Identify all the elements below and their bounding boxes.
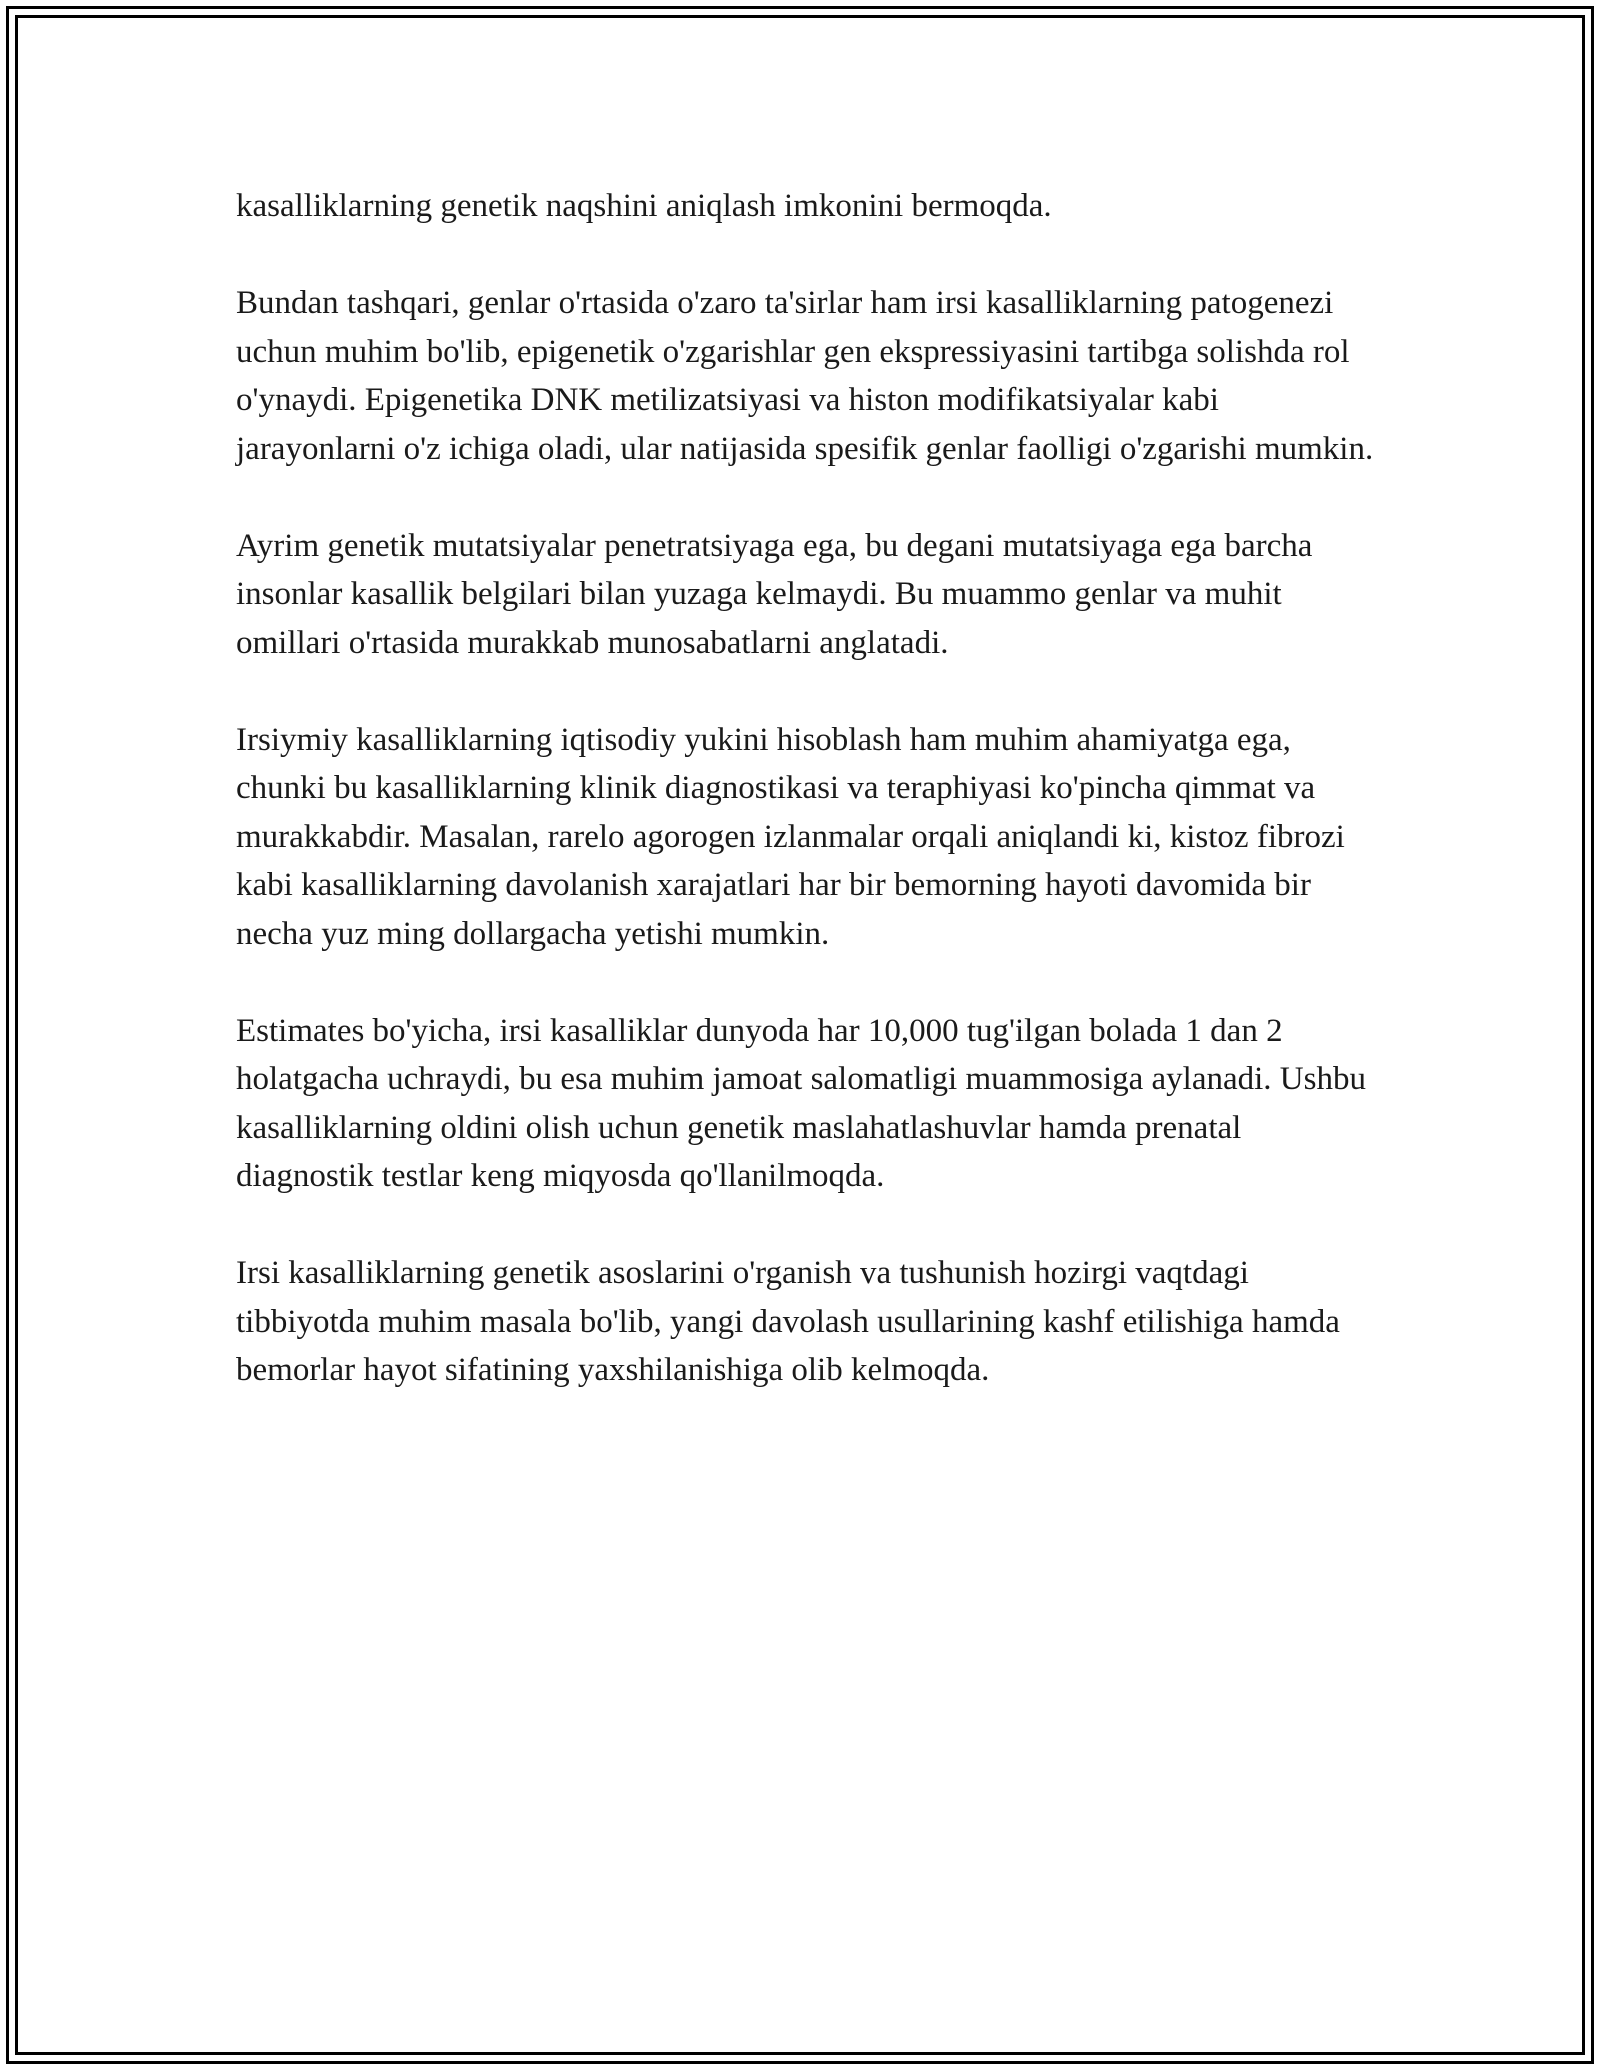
document-body (236, 182, 1376, 1443)
paragraph-penetrance: Ayrim genetik mutatsiyalar penetratsiyaga ega, bu degani mutatsiyaga ega barcha insonlar kasallik belgilari bilan yuzaga kelmaydi. Bu muammo genlar va muhit omillari o'rtasida murakkab munosabatlarni anglatadi. (236, 527, 1313, 661)
paragraph-epigenetics: Bundan tashqari, genlar o'rtasida o'zaro ta'sirlar ham irsi kasalliklarning patogenezi uchun muhim bo'lib, epigenetik o'zgarishlar gen ekspressiyasini tartibga solishda rol o'ynaydi. Epigenetika DNK metilizatsiyasi va histon modifikatsiyalar kabi jarayonlarni o'z ichiga oladi, ular natijasida spesifik genlar faolligi o'zgarishi mumkin. (236, 285, 1374, 467)
paragraph-conclusion: Irsi kasalliklarning genetik asoslarini o'rganish va tushunish hozirgi vaqtdagi tibbiyotda muhim masala bo'lib, yangi davolash usullarining kashf etilishiga hamda bemorlar hayot sifatining yaxshilanishiga olib kelmoqda. (236, 1255, 1340, 1388)
paragraph-continued: kasalliklarning genetik naqshini aniqlash imkonini bermoqda. (236, 188, 1052, 224)
paragraph-prevalence: Estimates bo'yicha, irsi kasalliklar dunyoda har 10,000 tug'ilgan bolada 1 dan 2 holatgacha uchraydi, bu esa muhim jamoat salomatligi muammosiga aylanadi. Ushbu kasalliklarning oldini olish uchun genetik maslahatlashuvlar hamda prenatal diagnostik testlar keng miqyosda qo'llanilmoqda. (236, 1012, 1366, 1194)
paragraph-economic-burden: Irsiymiy kasalliklarning iqtisodiy yukini hisoblash ham muhim ahamiyatga ega, chunki bu kasalliklarning klinik diagnostikasi va teraphiyasi ko'pincha qimmat va murakkabdir. Masalan, rarelo agorogen izlanmalar orqali aniqlandi ki, kistoz fibrozi kabi kasalliklarning davolanish xarajatlari har bir bemorning hayoti davomida bir necha yuz ming dollargacha yetishi mumkin. (236, 721, 1345, 952)
